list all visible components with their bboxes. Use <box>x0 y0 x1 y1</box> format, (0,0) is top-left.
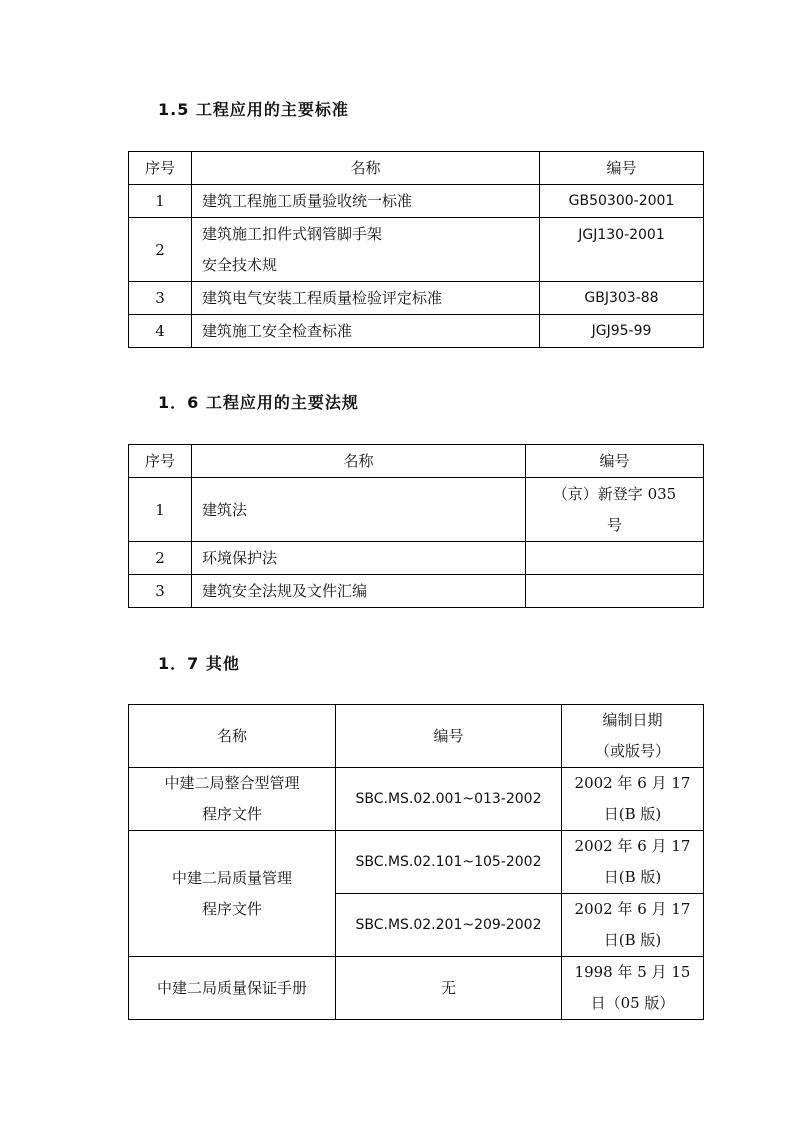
row-name-line-2: 程序文件 <box>201 899 262 918</box>
header-no: 序号 <box>129 152 192 185</box>
row-date-line-2: 日(B 版) <box>603 805 662 823</box>
header-date <box>562 705 704 768</box>
table-header-row <box>129 152 704 185</box>
row-name <box>192 218 540 282</box>
row-date-line-2: 日(B 版) <box>603 868 662 886</box>
row-name: 建筑施工安全检查标准 <box>192 315 540 348</box>
row-code <box>526 575 704 608</box>
row-name: 建筑工程施工质量验收统一标准 <box>192 185 540 218</box>
row-no: 1 <box>129 185 192 218</box>
row-name <box>129 831 336 957</box>
table-row <box>129 478 704 542</box>
row-name: 建筑安全法规及文件汇编 <box>192 575 526 608</box>
row-date <box>562 831 704 894</box>
row-code: JGJ95-99 <box>540 315 704 348</box>
row-name: 建筑电气安装工程质量检验评定标准 <box>192 282 540 315</box>
row-code <box>526 478 704 542</box>
row-name-line-2: 安全技术规 <box>202 255 278 274</box>
row-date <box>562 768 704 831</box>
section-1-7-title: 1．7 其他 <box>158 654 240 673</box>
row-name-line-1: 建筑施工扣件式钢管脚手架 <box>202 224 383 243</box>
table-row <box>129 957 704 1020</box>
row-name: 建筑法 <box>192 478 526 542</box>
row-name: 中建二局质量保证手册 <box>129 957 336 1020</box>
header-no: 序号 <box>129 445 192 478</box>
row-code: SBC.MS.02.101~105-2002 <box>336 831 562 894</box>
header-name: 名称 <box>192 445 526 478</box>
row-code: SBC.MS.02.001~013-2002 <box>336 768 562 831</box>
row-date-line-1: 2002 年 6 月 17 <box>574 774 691 792</box>
row-name-line-1: 中建二局整合型管理 <box>164 774 300 792</box>
table-row <box>129 315 704 348</box>
other-documents-table <box>128 704 704 1020</box>
row-name-line-1: 中建二局质量管理 <box>171 868 292 887</box>
standards-table <box>128 151 704 348</box>
row-code: 无 <box>336 957 562 1020</box>
row-no: 4 <box>129 315 192 348</box>
table-row <box>129 218 704 282</box>
row-code-line-1: （京）新登字 035 <box>552 484 677 503</box>
table-row <box>129 282 704 315</box>
row-no: 2 <box>129 218 192 282</box>
row-no: 3 <box>129 282 192 315</box>
row-date <box>562 957 704 1020</box>
row-code: GB50300-2001 <box>540 185 704 218</box>
header-date-line-1: 编制日期 <box>602 711 663 729</box>
row-no: 3 <box>129 575 192 608</box>
table-row <box>129 575 704 608</box>
row-code: JGJ130-2001 <box>540 218 704 282</box>
table-header-row <box>129 705 704 768</box>
row-no: 2 <box>129 542 192 575</box>
table-header-row <box>129 445 704 478</box>
row-date-line-1: 2002 年 6 月 17 <box>574 900 691 918</box>
row-no: 1 <box>129 478 192 542</box>
row-date-line-2: 日（05 版） <box>590 994 675 1012</box>
row-name-line-2: 程序文件 <box>201 805 262 823</box>
table-row <box>129 831 704 894</box>
row-date-line-1: 2002 年 6 月 17 <box>574 837 691 855</box>
row-code: SBC.MS.02.201~209-2002 <box>336 894 562 957</box>
row-name <box>129 768 336 831</box>
header-name: 名称 <box>192 152 540 185</box>
header-date-line-2: （或版号） <box>594 742 670 760</box>
table-row <box>129 185 704 218</box>
section-1-6-title: 1．6 工程应用的主要法规 <box>158 393 359 412</box>
row-code-line-2: 号 <box>606 515 622 534</box>
row-code <box>526 542 704 575</box>
section-1-5-title: 1.5 工程应用的主要标准 <box>158 100 349 119</box>
row-date-line-1: 1998 年 5 月 15 <box>574 963 691 981</box>
row-date-line-2: 日(B 版) <box>603 931 662 949</box>
row-name: 环境保护法 <box>192 542 526 575</box>
header-code: 编号 <box>540 152 704 185</box>
table-row <box>129 542 704 575</box>
regulations-table <box>128 444 704 608</box>
row-date <box>562 894 704 957</box>
table-row <box>129 768 704 831</box>
header-name: 名称 <box>129 705 336 768</box>
header-code: 编号 <box>336 705 562 768</box>
header-code: 编号 <box>526 445 704 478</box>
row-code: GBJ303-88 <box>540 282 704 315</box>
